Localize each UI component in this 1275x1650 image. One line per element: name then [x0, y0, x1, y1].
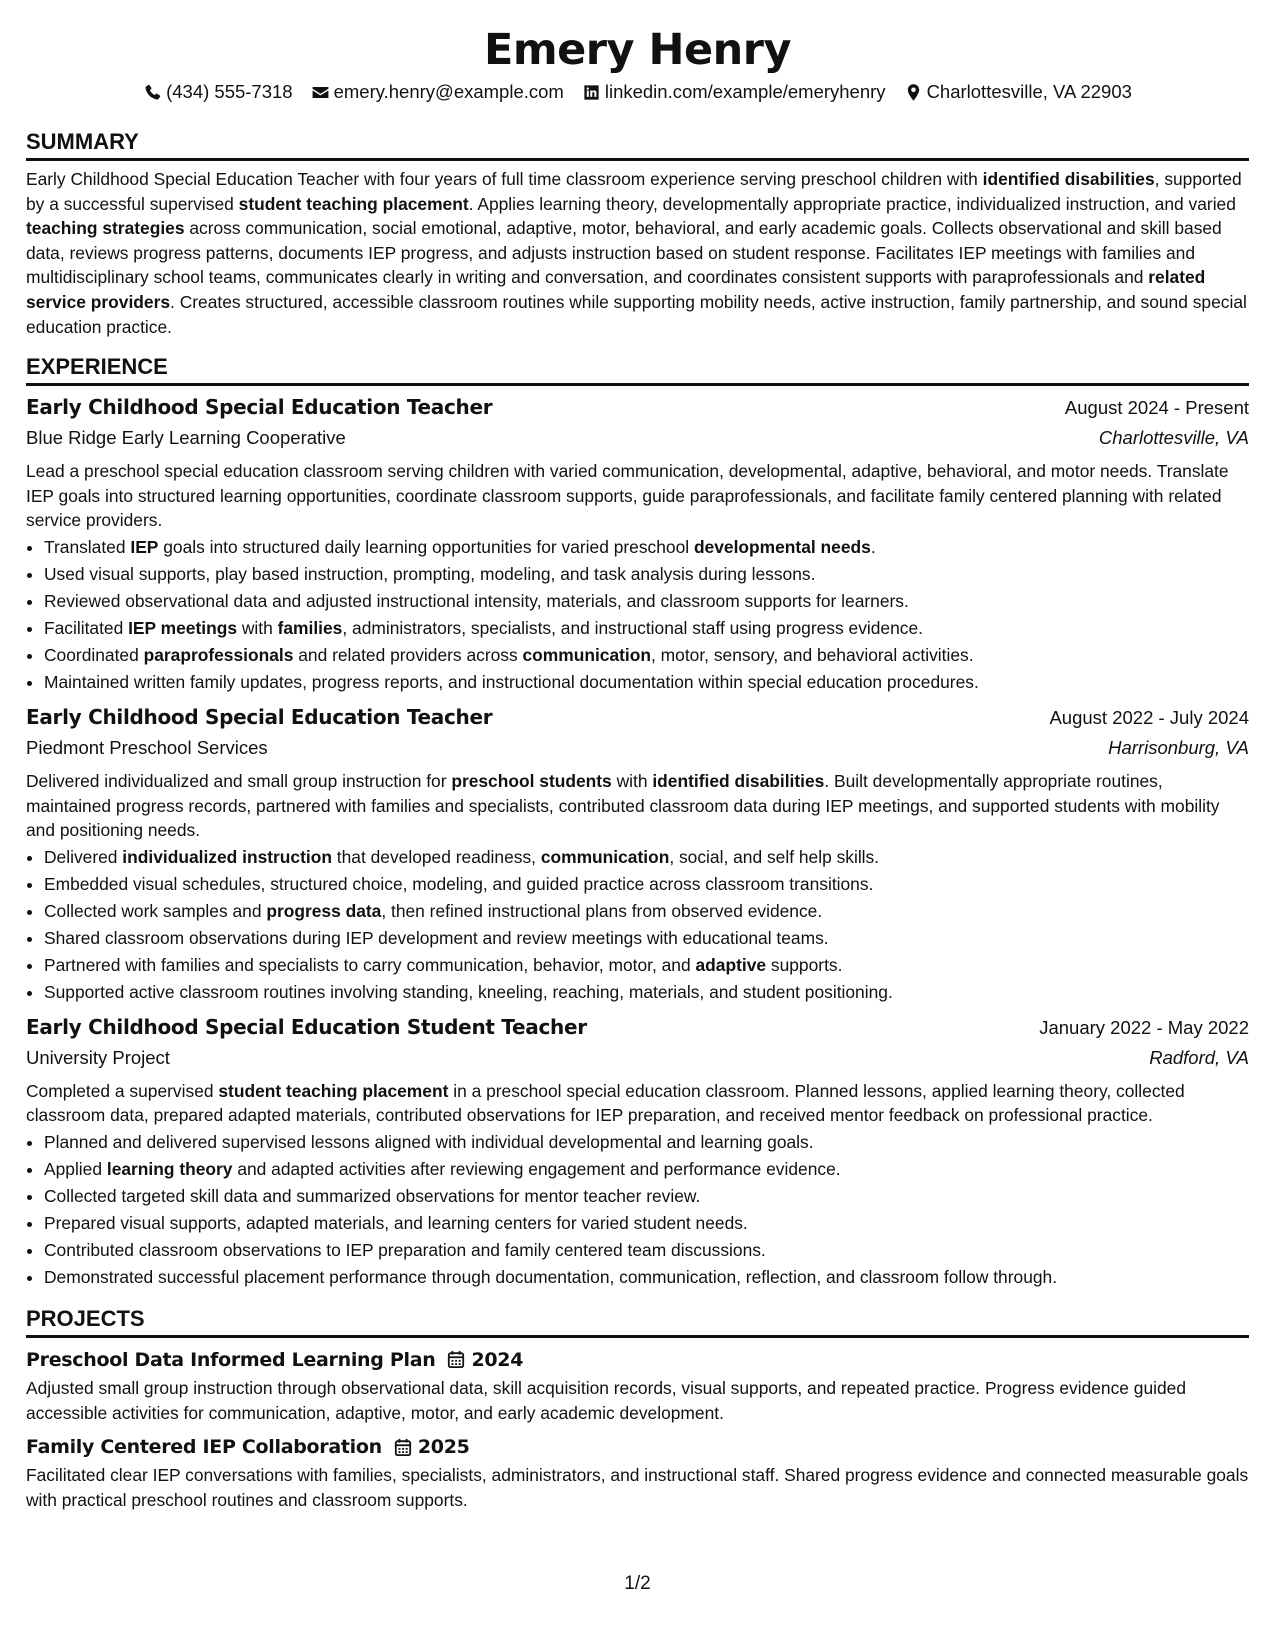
bullet-item: • Partnered with families and specialists to carry communication, behavior, motor, and adaptive supports. [44, 952, 1249, 979]
bullet-item: • Facilitated IEP meetings with families, administrators, specialists, and instructional staff using progress evidence. [44, 615, 1249, 642]
linkedin-icon [582, 83, 601, 102]
bold-keyword: developmental needs [693, 536, 871, 557]
page-number: 1/2 [624, 1573, 651, 1594]
contact-linkedin [582, 80, 886, 104]
job-entry [26, 702, 1249, 1006]
job-entry [26, 1012, 1249, 1291]
job-dates: August 2022 - July 2024 [1049, 706, 1249, 728]
bullet-item: • Shared classroom observations during IEP development and review meetings with educational teams. [44, 925, 1249, 952]
job-description: Completed a supervised student teaching placement in a preschool special education classroom. Planned lessons, applied learning theory, collected classroom data, prepared adapted materials, contributed observations for IEP preparation, and received mentor feedback on professional practice. [26, 1080, 1185, 1126]
project-description: Facilitated clear IEP conversations with families, specialists, administrators, and instructional staff. Shared progress evidence and connected measurable goals with practical preschool routines and classroom supports. [26, 1465, 1249, 1510]
bold-keyword: paraprofessionals [143, 644, 294, 665]
project-entry [26, 1433, 1249, 1512]
bold-keyword: adaptive [695, 954, 767, 975]
job-dates: January 2022 - May 2022 [1039, 1016, 1249, 1038]
contact-email [311, 80, 564, 104]
bullet-item: • Prepared visual supports, adapted materials, and learning centers for varied student needs. [44, 1210, 1249, 1237]
bullet-item: • Applied learning theory and adapted activities after reviewing engagement and performance evidence. [44, 1156, 1249, 1183]
bold-keyword: IEP [130, 536, 159, 557]
calendar-icon [394, 1438, 412, 1457]
section-title-projects: PROJECTS [26, 1305, 1249, 1338]
bullet-item: • Contributed classroom observations to IEP preparation and family centered team discussions. [44, 1237, 1249, 1264]
bold-keyword: teaching strategies [26, 218, 185, 239]
job-organization: Blue Ridge Early Learning Cooperative [26, 427, 346, 449]
bold-keyword: families [277, 617, 343, 638]
contact-location [904, 80, 1132, 104]
candidate-name: Emery Henry [483, 25, 792, 75]
project-year: 2024 [471, 1348, 524, 1371]
bullet-item: • Reviewed observational data and adjusted instructional intensity, materials, and classroom supports for learners. [44, 588, 1249, 615]
job-location: Harrisonburg, VA [1108, 736, 1249, 758]
phone-icon [143, 83, 162, 102]
job-bullets [26, 1129, 1249, 1291]
bullet-item: • Planned and delivered supervised lessons aligned with individual developmental and learning goals. [44, 1129, 1249, 1156]
projects-section [26, 1305, 1249, 1512]
bullet-item: • Demonstrated successful placement performance through documentation, communication, reflection, and classroom follow through. [44, 1264, 1249, 1291]
job-bullets [26, 534, 1249, 696]
linkedin-link[interactable]: linkedin.com/example/emeryhenry [604, 81, 886, 102]
bold-keyword: progress data [266, 900, 382, 921]
project-year: 2025 [417, 1436, 470, 1459]
bullet-item: • Collected targeted skill data and summarized observations for mentor teacher review. [44, 1183, 1249, 1210]
bullet-item: • Supported active classroom routines involving standing, kneeling, reaching, materials, and student positioning. [44, 979, 1249, 1006]
bullet-item: • Collected work samples and progress data, then refined instructional plans from observed evidence. [44, 898, 1249, 925]
project-title: Preschool Data Informed Learning Plan [26, 1348, 436, 1371]
bold-keyword: individualized instruction [122, 846, 332, 867]
job-dates: August 2024 - Present [1064, 397, 1249, 419]
bullet-item: • Translated IEP goals into structured daily learning opportunities for varied preschool developmental needs. [44, 534, 1249, 561]
bullet-item: • Maintained written family updates, progress reports, and instructional documentation within special education procedures. [44, 669, 1249, 696]
bullet-item: • Embedded visual schedules, structured choice, modeling, and guided practice across classroom transitions. [44, 871, 1249, 898]
project-entry [26, 1346, 1249, 1425]
experience-section [26, 353, 1249, 1291]
bold-keyword: identified disabilities [982, 169, 1155, 189]
job-entry [26, 392, 1249, 696]
bold-keyword: identified disabilities [652, 770, 825, 791]
bullet-item: • Used visual supports, play based instruction, prompting, modeling, and task analysis during lessons. [44, 561, 1249, 588]
bold-keyword: communication [522, 644, 652, 665]
bold-keyword: IEP meetings [128, 617, 237, 638]
job-location: Charlottesville, VA [1098, 427, 1249, 449]
bullet-item: • Coordinated paraprofessionals and related providers across communication, motor, sensory, and behavioral activities. [44, 642, 1249, 669]
section-title-experience: EXPERIENCE [26, 353, 1249, 386]
envelope-icon [311, 83, 330, 102]
summary-text: Early Childhood Special Education Teacher with four years of full time classroom experience serving preschool children with identified disabilities, supported by a successful supervised student teaching placement. Applies learning theory, developmentally appropriate practice, individualized instruction, and varied teaching strategies across communication, social emotional, adaptive, motor, behavioral, and early academic goals. Collects observational and skill based data, reviews progress patterns, documents IEP progress, and adjusts instruction based on student response. Facilitates IEP meetings with families and multidisciplinary school teams, communicates clearly in writing and conversation, and coordinates consistent supports with paraprofessionals and related service providers. Creates structured, accessible classroom routines while supporting mobility needs, active instruction, family partnership, and sound special education practice. [26, 169, 1247, 337]
map-pin-icon [904, 83, 923, 102]
location-text: Charlottesville, VA 22903 [926, 81, 1132, 102]
project-title: Family Centered IEP Collaboration [26, 1436, 382, 1459]
job-organization: University Project [26, 1046, 170, 1068]
summary-section [26, 128, 1249, 339]
section-title-summary: SUMMARY [26, 128, 1249, 161]
calendar-icon [447, 1350, 465, 1369]
resume-page [26, 0, 1249, 1512]
job-bullets [26, 844, 1249, 1006]
bold-keyword: communication [540, 846, 670, 867]
bold-keyword: student teaching placement [218, 1080, 449, 1101]
phone-number[interactable]: (434) 555-7318 [166, 81, 293, 102]
bold-keyword: preschool students [451, 770, 612, 791]
bold-keyword: related service providers [26, 267, 1206, 312]
contact-bar [26, 80, 1249, 104]
bold-keyword: student teaching placement [238, 193, 469, 214]
email-link[interactable]: emery.henry@example.com [333, 81, 564, 102]
bold-keyword: learning theory [106, 1158, 233, 1179]
bullet-item: • Delivered individualized instruction that developed readiness, communication, social, and self help skills. [44, 844, 1249, 871]
job-location: Radford, VA [1149, 1046, 1249, 1068]
job-title: Early Childhood Special Education Teacher [26, 395, 493, 420]
project-description: Adjusted small group instruction through observational data, skill acquisition records, visual supports, and repeated practice. Progress evidence guided accessible activities for communication, adaptive, motor, and early academic development. [26, 1377, 1187, 1423]
contact-phone [143, 80, 293, 104]
job-description: Lead a preschool special education classroom serving children with varied communication, developmental, adaptive, behavioral, and motor needs. Translate IEP goals into structured learning opportunities, coordinate classroom supports, guide paraprofessionals, and facilitate family centered planning with related service providers. [26, 461, 1229, 531]
job-title: Early Childhood Special Education Teacher [26, 704, 493, 729]
job-organization: Piedmont Preschool Services [26, 736, 268, 758]
job-title: Early Childhood Special Education Student Teacher [26, 1014, 587, 1039]
job-description: Delivered individualized and small group instruction for preschool students with identified disabilities. Built developmentally appropriate routines, maintained progress records, partnered with families and specialists, contributed classroom data during IEP meetings, and supported students with mobility and positioning needs. [26, 770, 1220, 841]
